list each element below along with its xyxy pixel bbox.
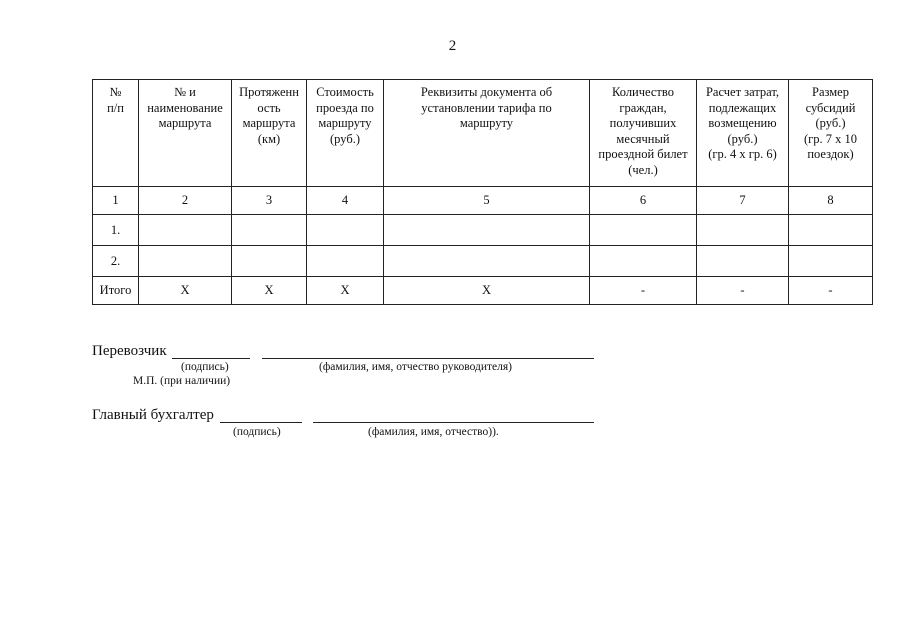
total-cell: - xyxy=(697,277,789,305)
header-text: Количество граждан, получивших месячный проездной билет (чел.) xyxy=(598,85,688,177)
header-text: № и наименование маршрута xyxy=(147,85,223,130)
table-cell xyxy=(232,215,307,246)
header-cell xyxy=(384,80,590,187)
column-number-cell: 1 xyxy=(93,187,139,215)
total-cell: Итого xyxy=(93,277,139,305)
page-number: 2 xyxy=(448,38,457,54)
header-cell xyxy=(590,80,697,187)
table-cell xyxy=(590,215,697,246)
header-text: Размер субсидий (руб.) (гр. 7 х 10 поездок) xyxy=(803,85,858,161)
accountant-signature-line xyxy=(220,422,302,423)
column-number-cell: 2 xyxy=(139,187,232,215)
column-number-cell: 8 xyxy=(789,187,873,215)
table-cell xyxy=(384,246,590,277)
carrier-name-line xyxy=(262,358,594,359)
table-cell xyxy=(232,246,307,277)
total-cell: - xyxy=(590,277,697,305)
carrier-name-caption: (фамилия, имя, отчество руководителя) xyxy=(319,361,512,373)
table-cell xyxy=(789,246,873,277)
header-text: № п/п xyxy=(107,85,124,115)
header-cell xyxy=(93,80,139,187)
stamp-caption: М.П. (при наличии) xyxy=(133,375,231,387)
total-cell: X xyxy=(139,277,232,305)
table-cell xyxy=(307,246,384,277)
accountant-name-line xyxy=(313,422,594,423)
column-number-cell: 4 xyxy=(307,187,384,215)
carrier-label: Перевозчик xyxy=(92,343,167,359)
carrier-signature-caption: (подпись) xyxy=(181,361,229,373)
column-number-cell: 3 xyxy=(232,187,307,215)
table-row xyxy=(93,215,873,246)
header-cell xyxy=(697,80,789,187)
table-cell xyxy=(697,215,789,246)
header-text: Реквизиты документа об установлении тарифа по маршруту xyxy=(420,85,553,130)
table-cell xyxy=(590,246,697,277)
header-text: Протяженн ость маршрута (км) xyxy=(239,85,299,146)
accountant-label: Главный бухгалтер xyxy=(92,407,214,423)
table-cell: 1. xyxy=(93,215,139,246)
table-cell xyxy=(697,246,789,277)
column-number-cell: 6 xyxy=(590,187,697,215)
accountant-name-caption: (фамилия, имя, отчество)). xyxy=(368,426,499,438)
total-row xyxy=(93,277,873,305)
total-cell: X xyxy=(307,277,384,305)
table-cell xyxy=(139,215,232,246)
column-number-cell: 5 xyxy=(384,187,590,215)
header-text: Расчет затрат, подлежащих возмещению (руб.) (гр. 4 х гр. 6) xyxy=(705,85,780,161)
table-cell xyxy=(789,215,873,246)
subsidy-table xyxy=(92,79,873,305)
table-cell xyxy=(384,215,590,246)
table-row xyxy=(93,246,873,277)
header-cell xyxy=(789,80,873,187)
total-cell: - xyxy=(789,277,873,305)
table-cell xyxy=(307,215,384,246)
header-cell xyxy=(232,80,307,187)
column-number-cell: 7 xyxy=(697,187,789,215)
table-cell: 2. xyxy=(93,246,139,277)
carrier-signature-line xyxy=(172,358,250,359)
header-cell xyxy=(139,80,232,187)
total-cell: X xyxy=(232,277,307,305)
table-cell xyxy=(139,246,232,277)
header-cell xyxy=(307,80,384,187)
table-header-row xyxy=(93,80,873,187)
total-cell: X xyxy=(384,277,590,305)
column-number-row xyxy=(93,187,873,215)
accountant-signature-caption: (подпись) xyxy=(233,426,281,438)
header-text: Стоимость проезда по маршруту (руб.) xyxy=(316,85,374,146)
